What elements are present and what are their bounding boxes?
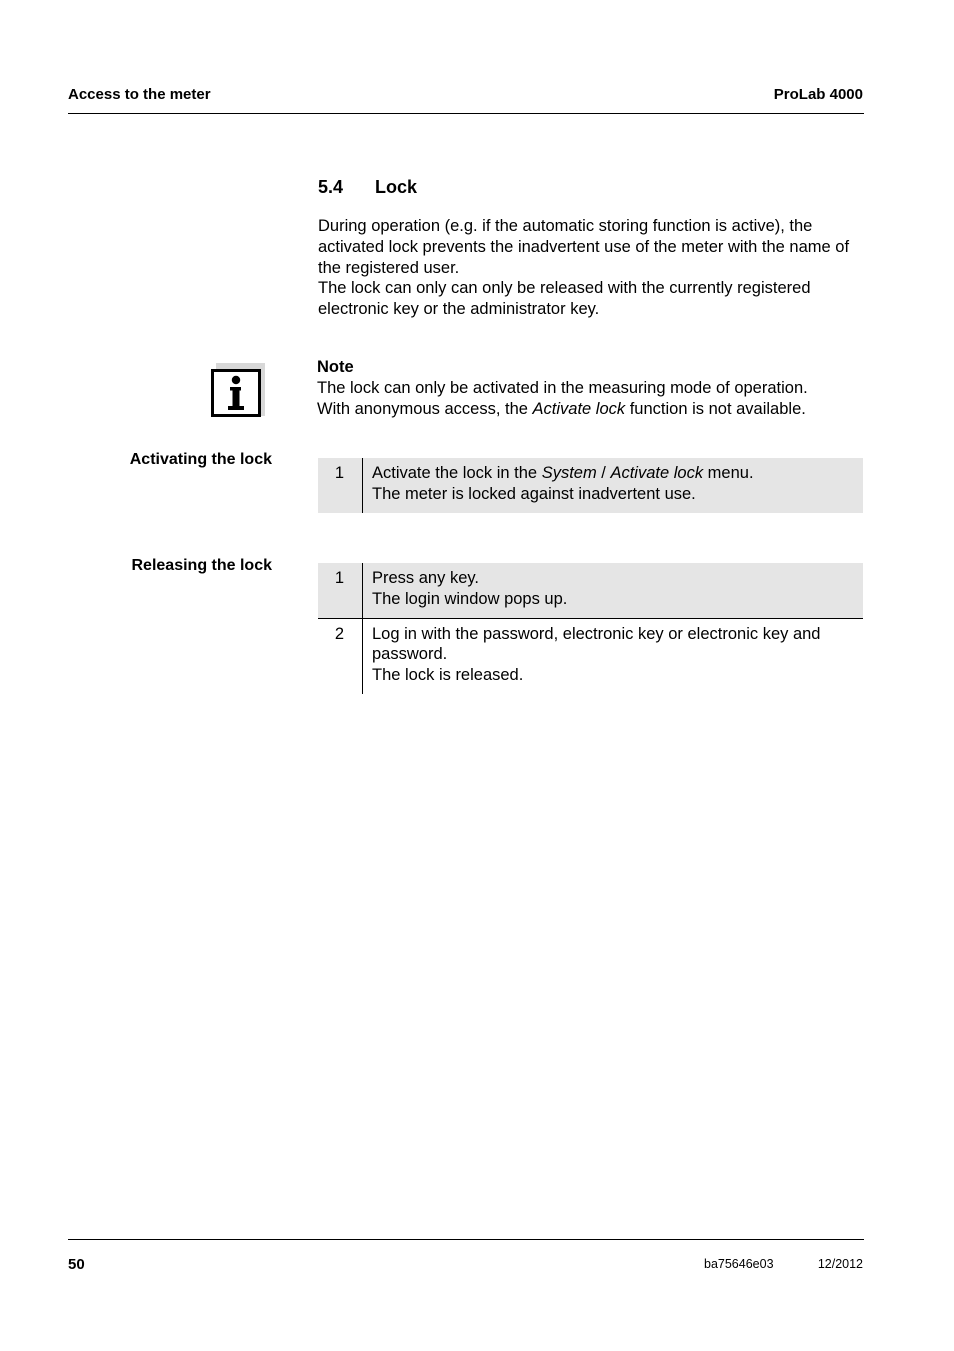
document-date: 12/2012: [817, 1257, 863, 1271]
step-number: 1: [318, 563, 363, 618]
step-text: Press any key. The login window pops up.: [363, 563, 864, 618]
activating-label: Activating the lock: [129, 451, 272, 468]
intro-paragraph-2: The lock can only can only be released with the currently registered electronic key or the administrator key.: [318, 279, 811, 319]
page-number: 50: [68, 1256, 85, 1273]
releasing-steps: [318, 563, 863, 694]
header-left: Access to the meter: [68, 86, 211, 103]
note-line-2: With anonymous access, the Activate lock function is not available.: [317, 399, 806, 418]
releasing-label: Releasing the lock: [131, 557, 272, 574]
header-right: ProLab 4000: [773, 86, 863, 103]
section-number: 5.4: [318, 177, 344, 197]
step-row: [318, 618, 863, 694]
section-title: Lock: [375, 177, 418, 197]
header-rule: [68, 113, 864, 114]
note-line-1: The lock can only be activated in the measuring mode of operation.: [317, 378, 808, 397]
step-number: 2: [318, 618, 363, 694]
step-row: [318, 458, 863, 513]
note-title: Note: [317, 358, 354, 376]
step-row: [318, 563, 863, 618]
step-text: Activate the lock in the System / Activate lock menu. The meter is locked against inadvertent use.: [363, 458, 864, 513]
note-block: [317, 357, 865, 419]
step-number: 1: [318, 458, 363, 513]
activating-steps: [318, 458, 863, 513]
step-text: Log in with the password, electronic key or electronic key and password. The lock is released.: [372, 624, 821, 685]
footer-rule: [68, 1239, 864, 1240]
info-icon: [211, 363, 266, 418]
intro-text: [318, 216, 866, 320]
document-code: ba75646e03: [704, 1257, 774, 1271]
intro-paragraph-1: During operation (e.g. if the automatic storing function is active), the activated lock prevents the inadvertent use of the meter with the name of the registered user.: [318, 217, 850, 277]
